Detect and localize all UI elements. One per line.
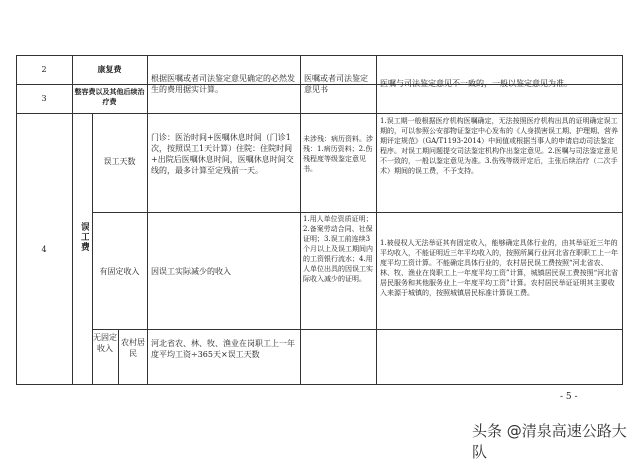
item-name-vertical: 误工费 xyxy=(79,222,89,252)
row-number: 2 xyxy=(41,65,47,74)
page-number: - 5 - xyxy=(560,392,578,402)
row-number: 4 xyxy=(41,245,47,254)
standard-text: 河北省农、林、牧、渔业在岗职工上一年度平均工资÷365天×误工天数 xyxy=(151,339,295,359)
item-name: 康复费 xyxy=(97,64,122,74)
watermark: 头条 @清泉高速公路大队 xyxy=(472,422,627,461)
standard-text: 门诊：医治时间+医嘱休息时间（门诊1次，按照误工1天计算）住院：住院时间+出院后医嘱休息时间，医嘱休息时间交线的，最多计算至定残前一天。 xyxy=(151,133,294,175)
item-name: 整容费以及其他后续治疗费 xyxy=(74,87,145,106)
evidence-text: 医嘱或者司法鉴定意见书 xyxy=(304,74,368,94)
standard-text: 根据医嘱或者司法鉴定意见确定的必然发生的费用据实计算。 xyxy=(151,74,295,94)
subitem-label: 误工天数 xyxy=(103,157,136,166)
sub-subitem-label: 农村居民 xyxy=(121,338,145,358)
evidence-text: 1.用人单位资质证明；2.备案劳动合同、社保证明；3.误工前连续3个月以上及误工期间内的工资银行流水；4.用人单位出具的因误工实际收入减少的证明。 xyxy=(303,215,373,283)
standard-text: 因误工实际减少的收入 xyxy=(151,267,231,276)
note-text: 1.误工期一般根据医疗机构医嘱确定，无法按照医疗机构出具的证明确定误工期的，可以参照公安部物证鉴定中心发布的《人身损害误工期、护理期、营养期评定规范》（GA/T1193-2014）中间值或根据当事人的申请启动司法鉴定程序。对误工期问题提交司法鉴定机构作出鉴定意见。2.医嘱与司法鉴定意见不一致的，一般以鉴定意见为准。3.伤残等级评定后，主张后续治疗（二次手术）期间的误工费，不予支持。 xyxy=(380,117,618,175)
note-text: 医嘱与司法鉴定意见不一致的，一般以鉴定意见为准。 xyxy=(380,79,572,88)
note-text: 1.被侵权人无法举证其有固定收入，能够确定具体行业的，由其举证近三年的平均收入，不能证明近三年平均收入的，按照所属行业河北省在职职工上一年度平均工资计算。不能确定具体行业的，农村居民误工费按照“河北省农、林、牧、渔业在岗职工上一年度平均工资”计算，城镇居民误工费按照“河北省居民服务和其他服务业上一年度平均工资”计算。农村居民举证证明其主要收入来源于城镇的，按照城镇居民标准计算误工费。 xyxy=(380,239,619,297)
subitem-label: 有固定收入 xyxy=(99,267,140,276)
row-number: 3 xyxy=(41,94,47,103)
subitem-label: 无固定收入 xyxy=(93,333,117,353)
evidence-text: 未涉残：病历资料。涉残：1.病历资料；2.伤残程度等级鉴定意见书。 xyxy=(303,135,373,173)
